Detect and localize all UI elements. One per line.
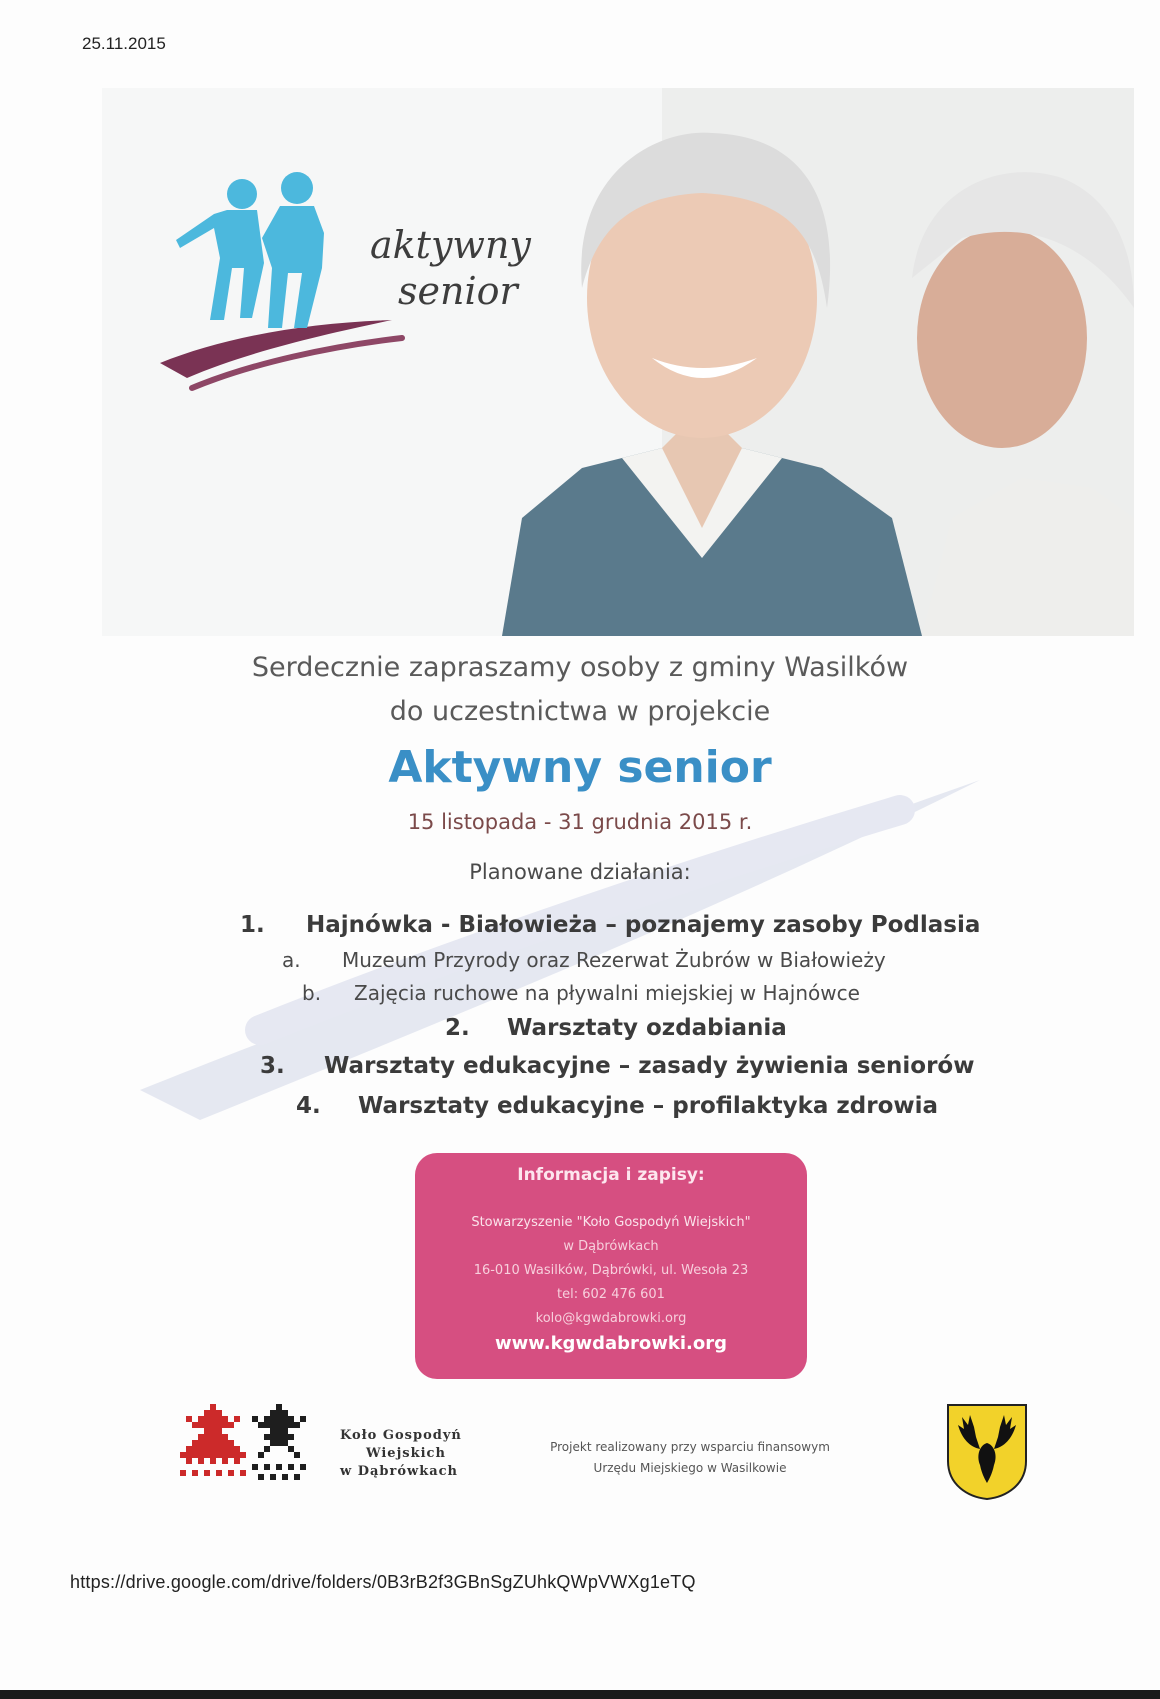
activity-number: a. bbox=[282, 948, 301, 972]
info-email[interactable]: kolo@kgwdabrowki.org bbox=[535, 1311, 687, 1326]
support-line-1: Projekt realizowany przy wsparciu finansowym bbox=[550, 1440, 830, 1454]
activity-4 bbox=[296, 1093, 938, 1119]
kgw-line-2: Wiejskich bbox=[366, 1446, 446, 1461]
print-date: 25.11.2015 bbox=[82, 34, 166, 53]
kgw-logo-icon bbox=[180, 1402, 330, 1492]
planned-label: Planowane działania: bbox=[469, 860, 691, 884]
activity-text: Hajnówka - Białowieża – poznajemy zasoby Podlasia bbox=[306, 912, 981, 938]
activity-2 bbox=[445, 1015, 787, 1041]
activity-3 bbox=[260, 1053, 974, 1079]
hero-illustration bbox=[102, 88, 1134, 636]
source-url[interactable]: https://drive.google.com/drive/folders/0B3rB2f3GBnSgZUhkQWpVWXg1eTQ bbox=[70, 1572, 696, 1592]
activity-number: 4. bbox=[296, 1093, 321, 1119]
info-title: Informacja i zapisy: bbox=[517, 1165, 705, 1185]
info-phone: tel: 602 476 601 bbox=[557, 1287, 665, 1302]
scan-edge bbox=[0, 1690, 1160, 1699]
coat-of-arms-icon bbox=[946, 1403, 1028, 1501]
activity-text: Warsztaty ozdabiania bbox=[507, 1015, 787, 1041]
support-line-2: Urzędu Miejskiego w Wasilkowie bbox=[593, 1461, 787, 1475]
activity-text: Zajęcia ruchowe na pływalni miejskiej w Hajnówce bbox=[354, 981, 860, 1005]
activity-number: 3. bbox=[260, 1053, 285, 1079]
hero-banner bbox=[102, 88, 1134, 636]
support-note bbox=[520, 1437, 860, 1479]
kgw-line-1: Koło Gospodyń bbox=[340, 1428, 462, 1443]
info-box bbox=[415, 1153, 807, 1379]
logo-text bbox=[370, 222, 531, 314]
kgw-line-3: w Dąbrówkach bbox=[340, 1464, 459, 1479]
invite-line-2: do uczestnictwa w projekcie bbox=[389, 696, 771, 727]
activity-1a bbox=[282, 948, 886, 972]
info-website[interactable]: www.kgwdabrowki.org bbox=[495, 1333, 727, 1354]
project-dates: 15 listopada - 31 grudnia 2015 r. bbox=[407, 810, 753, 834]
invite-line-1: Serdecznie zapraszamy osoby z gminy Wasilków bbox=[251, 652, 909, 683]
logo-line-1: aktywny bbox=[370, 223, 531, 267]
activity-number: b. bbox=[302, 981, 322, 1005]
activity-number: 1. bbox=[240, 912, 265, 938]
info-org-line-1: Stowarzyszenie "Koło Gospodyń Wiejskich" bbox=[471, 1215, 751, 1230]
kgw-name bbox=[340, 1427, 462, 1481]
info-org-line-2: w Dąbrówkach bbox=[563, 1239, 659, 1254]
activity-1b bbox=[302, 981, 860, 1005]
info-address: 16-010 Wasilków, Dąbrówki, ul. Wesoła 23 bbox=[473, 1263, 749, 1278]
logo-line-2: senior bbox=[398, 269, 518, 313]
activity-number: 2. bbox=[445, 1015, 470, 1041]
project-title: Aktywny senior bbox=[388, 742, 772, 793]
activity-text: Muzeum Przyrody oraz Rezerwat Żubrów w Białowieży bbox=[342, 948, 886, 972]
activity-text: Warsztaty edukacyjne – zasady żywienia seniorów bbox=[324, 1053, 975, 1079]
activity-1 bbox=[240, 912, 980, 938]
activity-text: Warsztaty edukacyjne – profilaktyka zdrowia bbox=[358, 1093, 939, 1119]
